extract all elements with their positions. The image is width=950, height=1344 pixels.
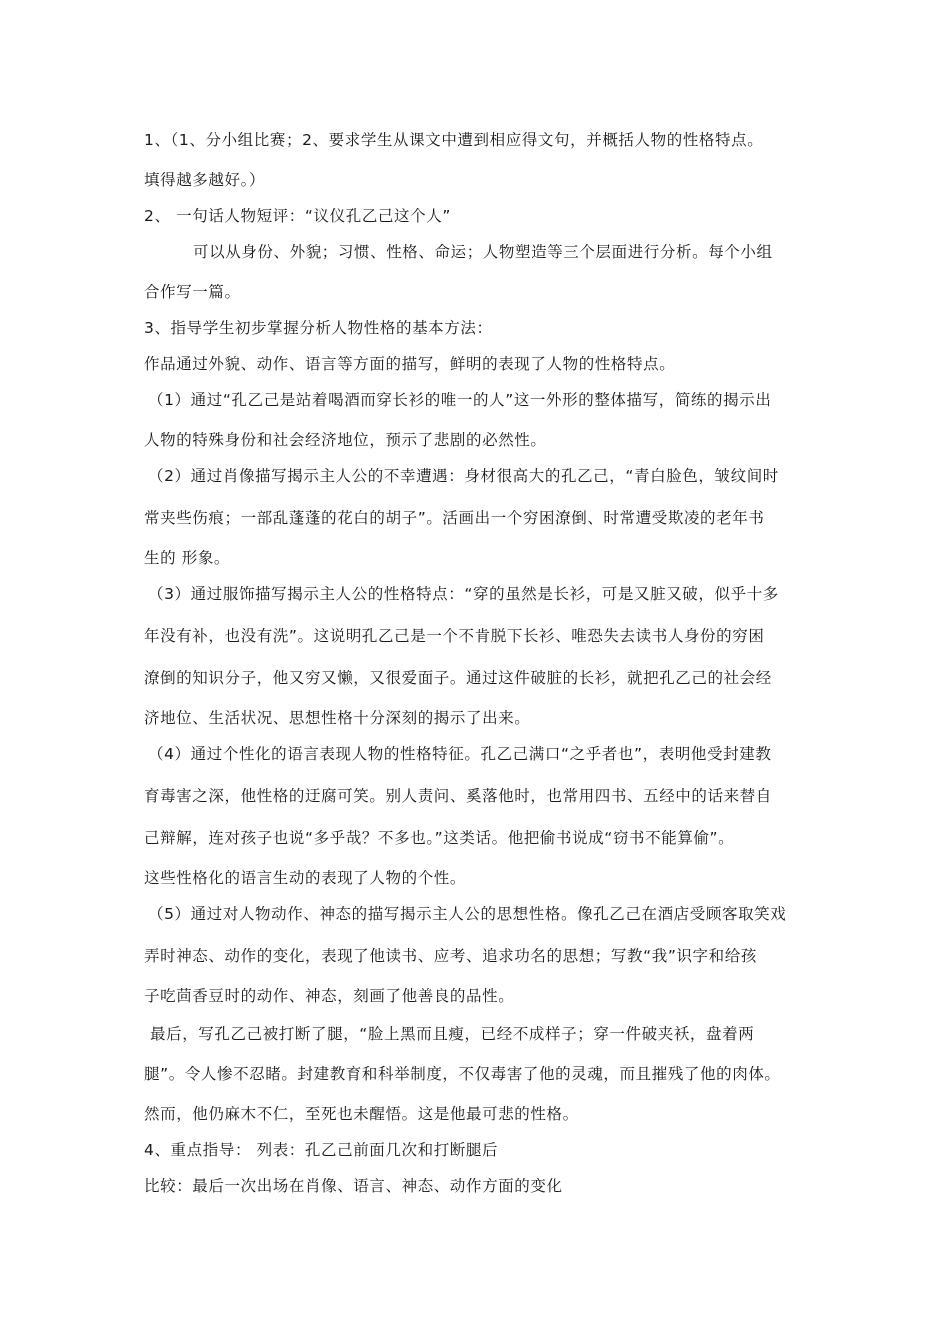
text-line: 弄时神态、动作的变化，表现了他读书、应考、追求功名的思想；写教“我”识字和给孩 — [144, 947, 757, 965]
text-line: 人物的特殊身份和社会经济地位，预示了悲剧的必然性。 — [144, 431, 547, 449]
text-line: 最后，写孔乙己被打断了腿，“脸上黑而且瘦，已经不成样子；穿一件破夹袄，盘着两 — [150, 1025, 755, 1043]
text-line: 1、（1、分小组比赛；2、要求学生从课文中遭到相应得文句，并概括人物的性格特点。 — [144, 131, 764, 149]
text-line: 济地位、生活状况、思想性格十分深刻的揭示了出来。 — [144, 709, 531, 727]
text-line: 生的 形象。 — [144, 549, 231, 567]
text-line: 合作写一篇。 — [144, 283, 241, 301]
text-line: （2）通过肖像描写揭示主人公的不幸遭遇：身材很高大的孔乙己，“青白脸色，皱纹间时 — [148, 467, 779, 485]
text-line: 然而，他仍麻木不仁，至死也未醒悟。这是他最可悲的性格。 — [144, 1105, 579, 1123]
text-line: 3、指导学生初步掌握分析人物性格的基本方法： — [144, 319, 493, 337]
text-line: 可以从身份、外貌；习惯、性格、命运；人物塑造等三个层面进行分析。每个小组 — [193, 243, 773, 261]
text-line: 己辩解，连对孩子也说“多乎哉？不多也。”这类话。他把偷书说成“窃书不能算偷”。 — [144, 829, 735, 847]
text-line: 4、重点指导： 列表：孔乙己前面几次和打断腿后 — [144, 1141, 499, 1159]
text-line: （3）通过服饰描写揭示主人公的性格特点：“穿的虽然是长衫，可是又脏又破，似乎十多 — [148, 585, 779, 603]
text-line: （4）通过个性化的语言表现人物的性格特征。孔乙己满口“之乎者也”，表明他受封建教 — [148, 745, 772, 763]
text-line: 常夹些伤痕；一部乱蓬蓬的花白的胡子”。活画出一个穷困潦倒、时常遭受欺凌的老年书 — [144, 509, 765, 527]
text-line: 比较：最后一次出场在肖像、语言、神态、动作方面的变化 — [144, 1177, 563, 1195]
text-line: 这些性格化的语言生动的表现了人物的个性。 — [144, 869, 467, 887]
text-line: 子吃茴香豆时的动作、神态，刻画了他善良的品性。 — [144, 987, 515, 1005]
text-line: （5）通过对人物动作、神态的描写揭示主人公的思想性格。像孔乙己在酒店受顾客取笑戏 — [148, 905, 787, 923]
text-line: 作品通过外貌、动作、语言等方面的描写，鲜明的表现了人物的性格特点。 — [144, 355, 676, 373]
text-line: 年没有补，也没有洗”。这说明孔乙己是一个不肯脱下长衫、唯恐失去读书人身份的穷困 — [144, 627, 765, 645]
text-line: 2、 一句话人物短评：“议仪孔乙己这个人” — [144, 207, 451, 225]
text-line: （1）通过“孔乙己是站着喝酒而穿长衫的唯一的人”这一外形的整体描写，简练的揭示出 — [148, 391, 772, 409]
text-line: 潦倒的知识分子，他又穷又懒，又很爱面子。通过这件破脏的长衫，就把孔乙己的社会经 — [144, 669, 772, 687]
text-line: 育毒害之深，他性格的迂腐可笑。别人责问、奚落他时，也常用四书、五经中的话来替自 — [144, 787, 772, 805]
text-line: 腿”。令人惨不忍睹。封建教育和科举制度，不仅毒害了他的灵魂，而且摧残了他的肉体。 — [144, 1065, 781, 1083]
text-line: 填得越多越好。） — [144, 171, 266, 189]
